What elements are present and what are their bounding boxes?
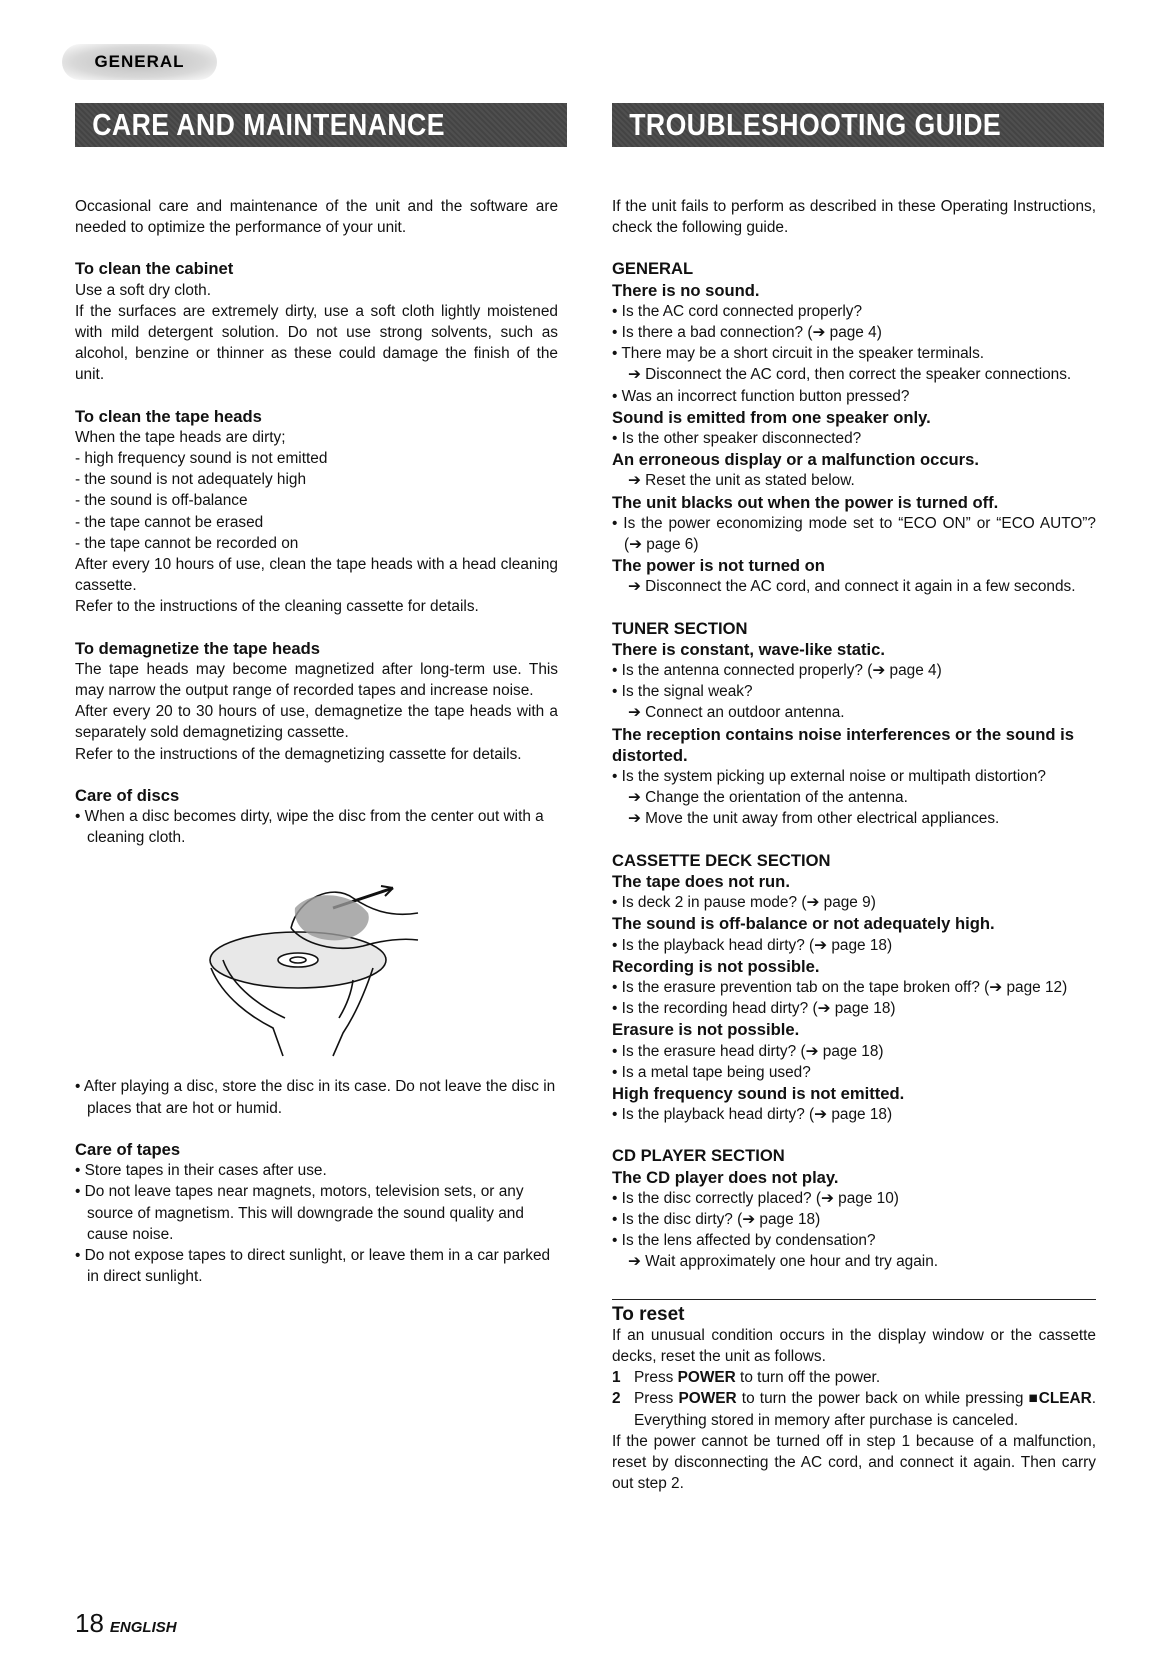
symptom-heading: High frequency sound is not emitted.	[612, 1083, 905, 1103]
demagnetize-text: The tape heads may become magnetized after long-term use. This may narrow the output range of recorded tapes and increase noise.	[75, 660, 558, 700]
list-item: • There may be a short circuit in the speaker terminals.	[612, 345, 985, 363]
cabinet-heading: To clean the cabinet	[75, 259, 234, 279]
list-item: - the tape cannot be recorded on	[75, 534, 299, 552]
clear-key-label: ■CLEAR	[1028, 1390, 1092, 1408]
list-item: • Is the playback head dirty? (➔ page 18)	[612, 1106, 893, 1124]
tape-heads-heading: To clean the tape heads	[75, 406, 262, 426]
list-item: • Is the disc dirty? (➔ page 18)	[612, 1210, 821, 1228]
list-item: • Is the recording head dirty? (➔ page 18)	[612, 1000, 896, 1018]
remedy-item: ➔ Disconnect the AC cord, then correct the speaker connections.	[628, 366, 1072, 384]
reset-step	[612, 1388, 1096, 1430]
cabinet-text: Use a soft dry cloth.	[75, 281, 212, 299]
list-item: • Was an incorrect function button pressed?	[612, 387, 910, 405]
list-item: • Is the other speaker disconnected?	[612, 430, 862, 448]
list-item: • Is the playback head dirty? (➔ page 18)	[612, 936, 893, 954]
demagnetize-heading: To demagnetize the tape heads	[75, 638, 320, 658]
symptom-heading: The sound is off-balance or not adequately high.	[612, 914, 995, 934]
tape-heads-text: After every 10 hours of use, clean the tape heads with a head cleaning cassette.	[75, 556, 558, 595]
section-badge	[62, 44, 217, 80]
demagnetize-text: Refer to the instructions of the demagnetizing cassette for details.	[75, 745, 522, 763]
care-maintenance-banner	[75, 103, 567, 147]
symptom-heading: The tape does not run.	[612, 871, 790, 891]
troubleshooting-title: TROUBLESHOOTING GUIDE	[629, 107, 1002, 142]
list-item: • Is deck 2 in pause mode? (➔ page 9)	[612, 894, 876, 912]
tape-heads-text: Refer to the instructions of the cleaning cassette for details.	[75, 598, 479, 616]
discs-heading: Care of discs	[75, 785, 180, 805]
list-item: - the sound is off-balance	[75, 492, 248, 510]
symptom-heading: The power is not turned on	[612, 556, 825, 576]
care-maintenance-title: CARE AND MAINTENANCE	[92, 107, 445, 142]
care-intro: Occasional care and maintenance of the unit and the software are needed to optimize the performance of your unit.	[75, 198, 558, 237]
symptom-heading: Recording is not possible.	[612, 956, 820, 976]
list-item: • Do not leave tapes near magnets, motors, television sets, or any source of magnetism. This will downgrade the sound quality and cause noise.	[75, 1183, 524, 1243]
list-item: • Is the power economizing mode set to “ECO ON” or “ECO AUTO”? (➔ page 6)	[612, 514, 1096, 554]
list-item: • Do not expose tapes to direct sunlight, or leave them in a car parked in direct sunlight.	[75, 1246, 551, 1286]
demagnetize-text: After every 20 to 30 hours of use, demagnetize the tape heads with a separately sold demagnetizing cassette.	[75, 703, 558, 742]
disc-cleaning-illustration	[203, 868, 423, 1058]
symptom-heading: Erasure is not possible.	[612, 1020, 800, 1040]
tape-heads-text: When the tape heads are dirty;	[75, 428, 286, 446]
page-number: 18	[75, 1608, 104, 1638]
care-column	[75, 196, 558, 1287]
remedy-item: ➔ Connect an outdoor antenna.	[628, 704, 845, 722]
list-item: • Is the disc correctly placed? (➔ page 10)	[612, 1189, 899, 1207]
symptom-heading: Sound is emitted from one speaker only.	[612, 407, 931, 427]
troubleshooting-banner	[612, 103, 1104, 147]
step-number: 1	[612, 1369, 621, 1387]
symptom-heading: The unit blacks out when the power is turned off.	[612, 492, 999, 512]
list-item: • Is a metal tape being used?	[612, 1063, 811, 1081]
list-item: - high frequency sound is not emitted	[75, 450, 328, 468]
list-item: • Is the system picking up external noise or multipath distortion?	[612, 768, 1046, 786]
list-item: • Is the AC cord connected properly?	[612, 302, 863, 320]
remedy-item: ➔ Wait approximately one hour and try again.	[628, 1253, 939, 1271]
reset-section	[612, 1299, 1096, 1495]
step-text: Press	[634, 1390, 679, 1408]
list-item: - the sound is not adequately high	[75, 471, 307, 489]
tuner-section-title: TUNER SECTION	[612, 618, 748, 638]
general-section-title: GENERAL	[612, 259, 694, 279]
badge-label: GENERAL	[94, 52, 185, 71]
step-number: 2	[612, 1390, 621, 1408]
list-item: • When a disc becomes dirty, wipe the disc from the center out with a cleaning cloth.	[75, 808, 544, 847]
list-item: • Is the lens affected by condensation?	[612, 1232, 876, 1250]
language-label: ENGLISH	[109, 1619, 177, 1636]
remedy-item: ➔ Move the unit away from other electrical appliances.	[628, 810, 1000, 828]
reset-text: If the power cannot be turned off in step 1 because of a malfunction, reset by disconnecting the AC cord, and connect it again. Then carry out step 2.	[612, 1432, 1096, 1493]
remedy-item: ➔ Reset the unit as stated below.	[628, 472, 855, 490]
step-text: to turn the power back on while pressing	[736, 1390, 1029, 1408]
tapes-heading: Care of tapes	[75, 1139, 181, 1159]
power-key-label: POWER	[678, 1390, 737, 1408]
symptom-heading: An erroneous display or a malfunction occurs.	[612, 450, 979, 470]
symptom-heading: The CD player does not play.	[612, 1167, 839, 1187]
troubleshooting-intro: If the unit fails to perform as described in these Operating Instructions, check the following guide.	[612, 198, 1096, 237]
list-item: • Store tapes in their cases after use.	[75, 1162, 327, 1180]
reset-step	[612, 1367, 1096, 1388]
remedy-item: ➔ Change the orientation of the antenna.	[628, 789, 908, 807]
list-item: • Is there a bad connection? (➔ page 4)	[612, 324, 882, 342]
step-text: to turn off the power.	[735, 1369, 881, 1387]
symptom-heading: The reception contains noise interferences or the sound is distorted.	[612, 724, 1074, 765]
list-item: • Is the erasure prevention tab on the tape broken off? (➔ page 12)	[612, 978, 1068, 996]
list-item: • After playing a disc, store the disc in its case. Do not leave the disc in places that are hot or humid.	[75, 1078, 556, 1117]
power-key-label: POWER	[677, 1369, 736, 1387]
symptom-heading: There is constant, wave-like static.	[612, 639, 885, 659]
symptom-heading: There is no sound.	[612, 280, 760, 300]
step-text: . Everything stored in memory after purchase is canceled.	[634, 1390, 1097, 1429]
cd-section-title: CD PLAYER SECTION	[612, 1146, 785, 1166]
page-footer	[75, 1608, 177, 1639]
reset-heading: To reset	[612, 1303, 685, 1325]
list-item: • Is the erasure head dirty? (➔ page 18)	[612, 1042, 884, 1060]
list-item: • Is the signal weak?	[612, 683, 753, 701]
remedy-item: ➔ Disconnect the AC cord, and connect it again in a few seconds.	[628, 578, 1076, 596]
cabinet-text: If the surfaces are extremely dirty, use a soft cloth lightly moistened with mild detergent solution. Do not use strong solvents, such as alcohol, benzine or thinner as these could damage the finish of the unit.	[75, 302, 558, 384]
troubleshooting-column	[612, 196, 1096, 1494]
step-text: Press	[634, 1369, 678, 1387]
list-item: - the tape cannot be erased	[75, 513, 264, 531]
reset-text: If an unusual condition occurs in the display window or the cassette decks, reset the unit as follows.	[612, 1326, 1096, 1365]
cassette-section-title: CASSETTE DECK SECTION	[612, 850, 831, 870]
list-item: • Is the antenna connected properly? (➔ page 4)	[612, 662, 942, 680]
